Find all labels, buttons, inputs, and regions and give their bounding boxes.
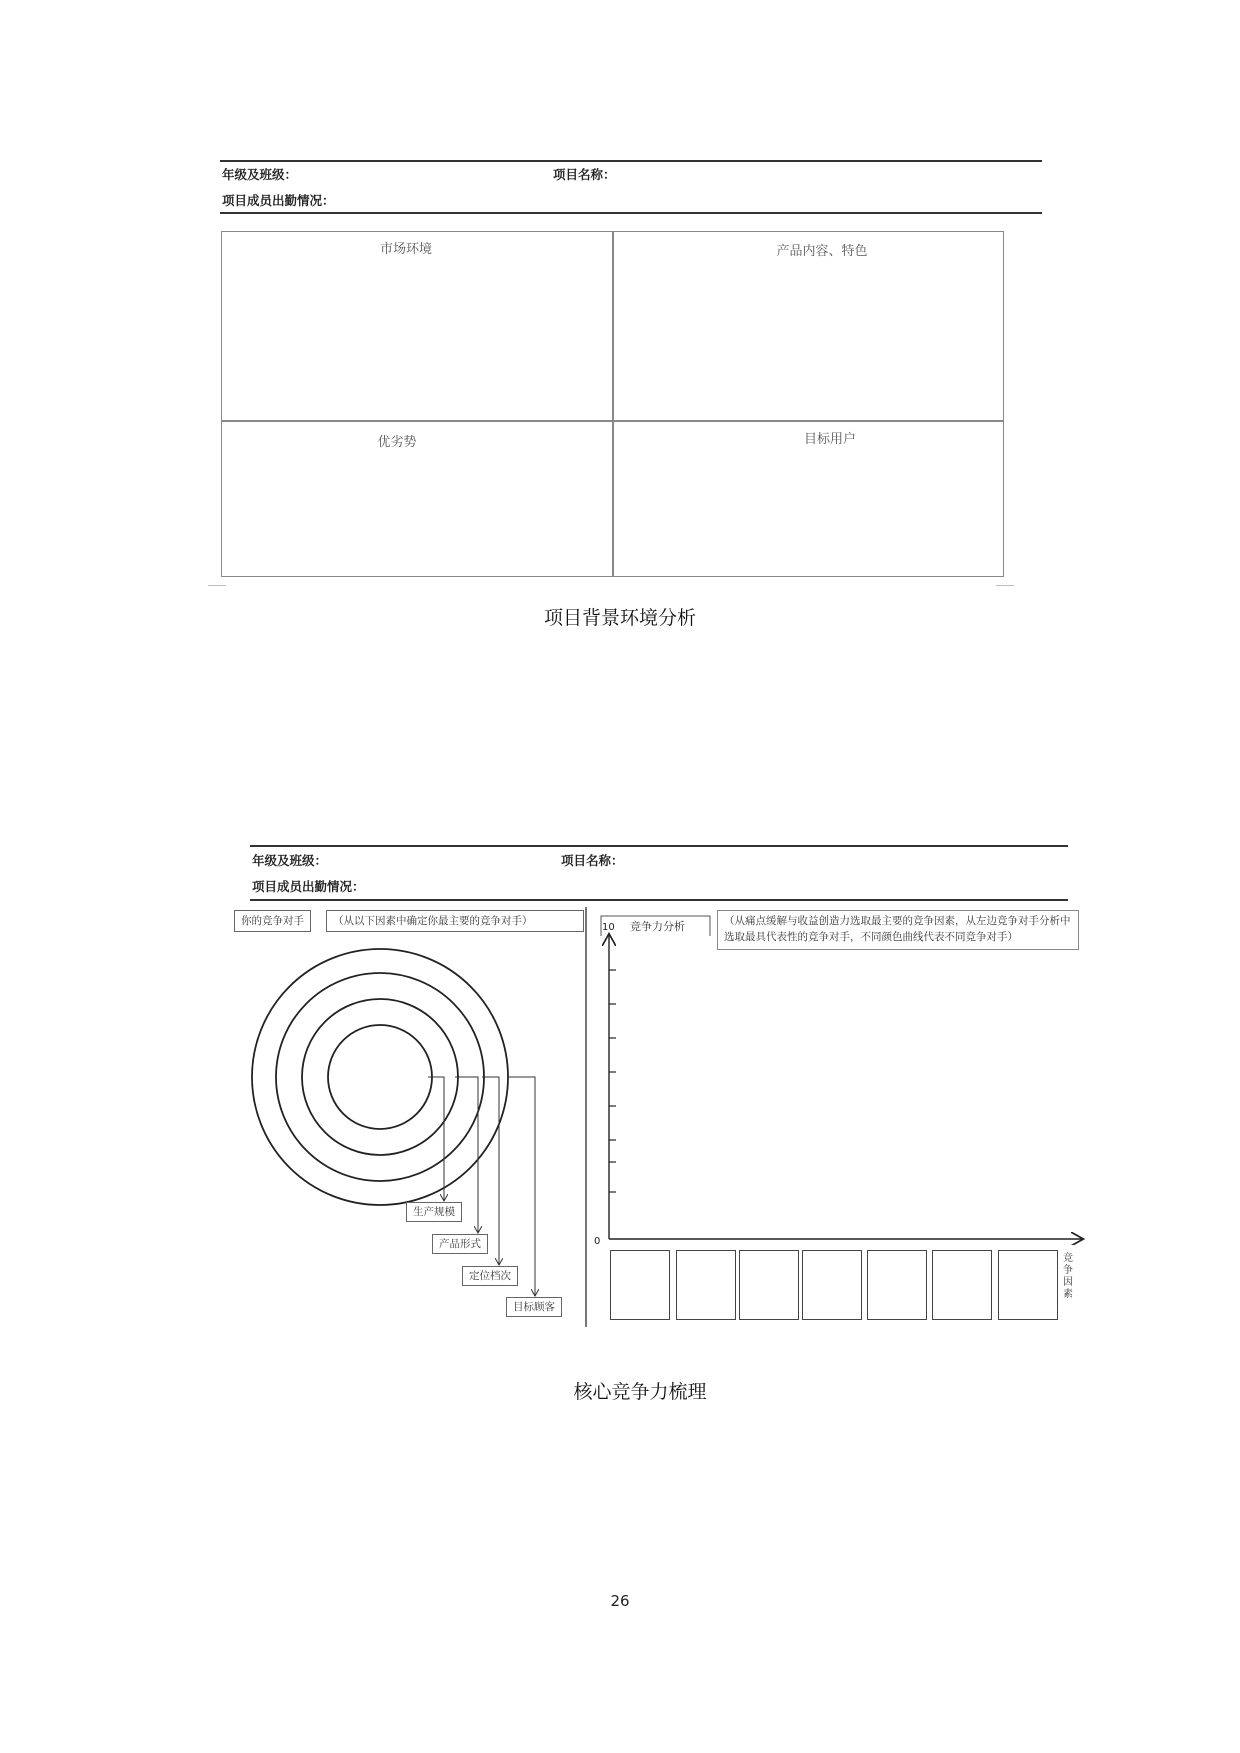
factor-box-5 <box>867 1250 927 1320</box>
grid-vertical-divider <box>612 232 614 576</box>
factor-box-1 <box>610 1250 670 1320</box>
analysis-grid <box>221 231 1004 577</box>
competitiveness-axes <box>590 905 1090 1245</box>
ring-label-scale: 生产规模 <box>406 1202 462 1222</box>
cell-target-users-label: 目标用户 <box>803 432 857 447</box>
caption-background-analysis: 项目背景环境分析 <box>543 607 697 629</box>
factor-box-4 <box>802 1250 862 1320</box>
header-bottom-rule-2 <box>250 899 1068 901</box>
analysis-note: （从痛点缓解与收益创造力选取最主要的竞争因素，从左边竞争对手分析中选取最具代表性的竞争对手，不同颜色曲线代表不同竞争对手） <box>717 910 1079 950</box>
ring-inner <box>328 1025 432 1129</box>
project-name-label: 项目名称： <box>553 167 616 182</box>
factor-box-6 <box>932 1250 992 1320</box>
x-axis-label: 竞争因素 <box>1063 1253 1073 1300</box>
header-bottom-rule <box>220 212 1042 214</box>
ring-label-target-customer: 目标顾客 <box>506 1297 562 1317</box>
ring-label-positioning: 定位档次 <box>462 1266 518 1286</box>
competitor-tab: 你的竞争对手 <box>234 910 311 932</box>
competitor-note: （从以下因素中确定你最主要的竞争对手） <box>326 910 584 932</box>
crop-mark-right <box>996 585 1014 586</box>
ring-third <box>276 973 484 1181</box>
grade-class-label-2: 年级及班级： <box>252 853 328 868</box>
header-top-rule <box>220 160 1042 162</box>
grade-class-label: 年级及班级： <box>222 167 298 182</box>
crop-mark-left <box>208 585 226 586</box>
half-divider <box>585 907 587 1327</box>
cell-market-label: 市场环境 <box>379 242 433 257</box>
competitor-rings-diagram <box>240 940 580 1325</box>
caption-core-competitiveness: 核心竞争力梳理 <box>573 1381 707 1403</box>
attendance-label-2: 项目成员出勤情况： <box>252 879 365 894</box>
attendance-label: 项目成员出勤情况： <box>222 193 335 208</box>
leader-line-1 <box>428 1077 444 1200</box>
y-min-label: 0 <box>594 1236 601 1247</box>
factor-box-2 <box>676 1250 736 1320</box>
factor-box-3 <box>739 1250 799 1320</box>
project-name-label-2: 项目名称： <box>561 853 624 868</box>
page-number: 26 <box>610 1592 630 1610</box>
analysis-tab-label: 竞争力分析 <box>630 920 685 933</box>
cell-product-label: 产品内容、特色 <box>776 244 868 259</box>
factor-box-7 <box>998 1250 1058 1320</box>
y-ticks <box>609 970 616 1192</box>
grid-horizontal-divider <box>222 420 1003 422</box>
ring-label-form: 产品形式 <box>432 1234 488 1254</box>
leader-line-4 <box>508 1077 535 1295</box>
cell-swot-label: 优劣势 <box>377 435 417 450</box>
header-top-rule-2 <box>250 845 1068 847</box>
y-max-label: 10 <box>602 922 615 933</box>
